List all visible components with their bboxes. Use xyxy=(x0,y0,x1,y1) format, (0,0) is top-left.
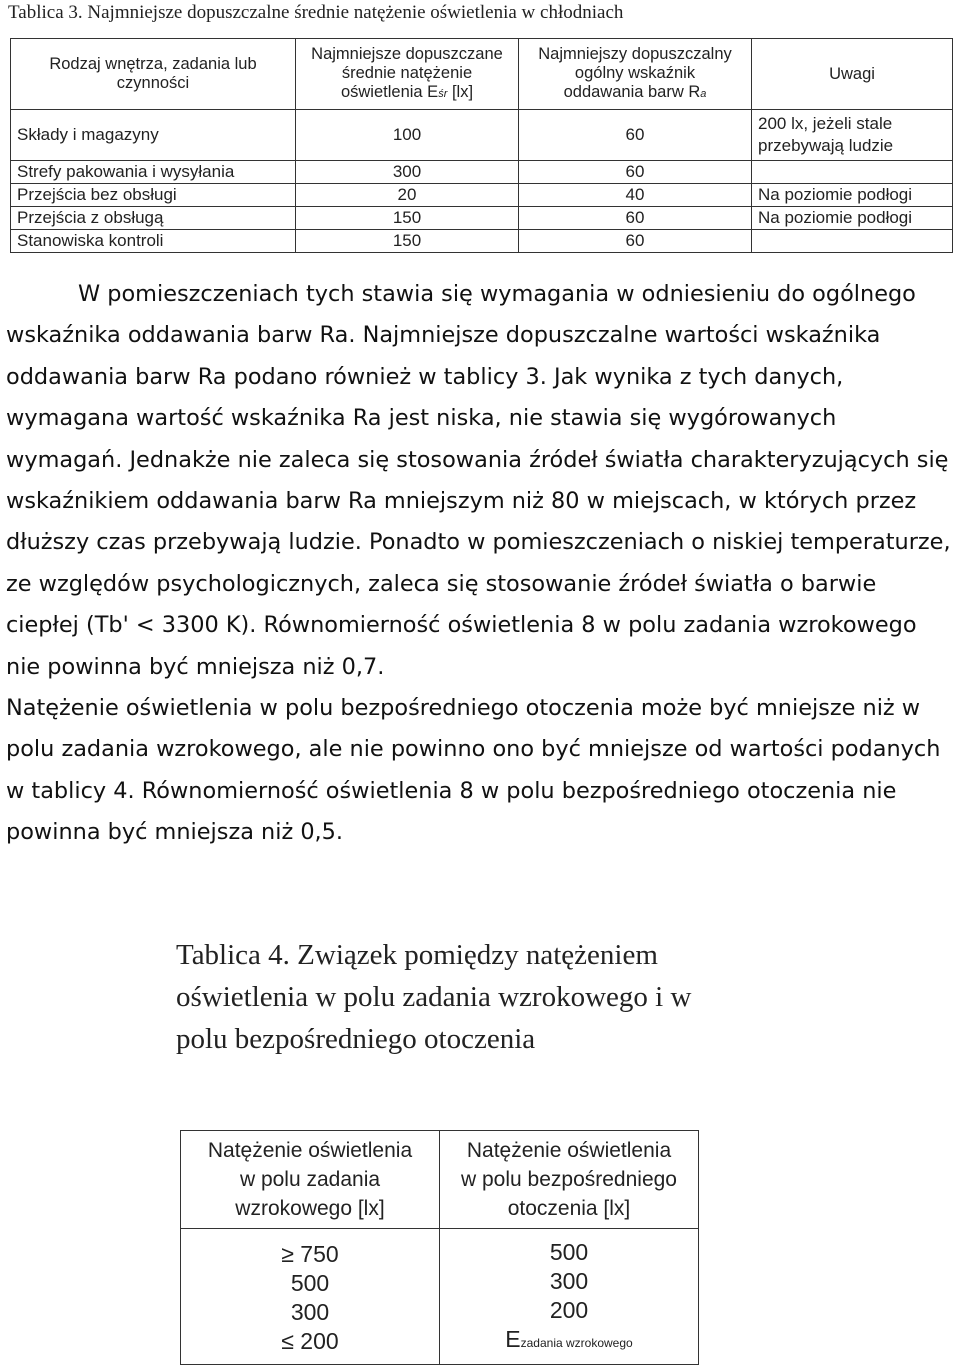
table3-caption: Tablica 3. Najmniejsze dopuszczalne średnie natężenie oświetlenia w chłodniach xyxy=(8,2,624,23)
table4-header-task: Natężenie oświetlenia w polu zadania wzrokowego [lx] xyxy=(181,1131,440,1229)
table-row xyxy=(11,207,953,230)
table-row xyxy=(11,161,953,184)
row-ra: 60 xyxy=(519,161,752,184)
row-illuminance: 20 xyxy=(296,184,519,207)
row-name: Przejścia bez obsługi xyxy=(11,184,296,207)
table-row xyxy=(11,110,953,161)
table-row xyxy=(11,230,953,253)
row-notes xyxy=(752,230,953,253)
table3-header-illuminance: Najmniejsze dopuszczane średnie natężenie oświetlenia Eśr [lx] xyxy=(296,39,519,110)
table3-header-type: Rodzaj wnętrza, zadania lub czynności xyxy=(11,39,296,110)
value: 500 xyxy=(549,1239,589,1265)
table4-task-values xyxy=(181,1229,440,1365)
row-notes: Na poziomie podłogi xyxy=(752,184,953,207)
value: 300 xyxy=(549,1268,589,1294)
value: 500 xyxy=(290,1270,330,1296)
table4-header-surrounding: Natężenie oświetlenia w polu bezpośredniego otoczenia [lx] xyxy=(440,1131,699,1229)
row-notes: 200 lx, jeżeli stale przebywają ludzie xyxy=(752,110,953,161)
value: ≥ 750 xyxy=(281,1241,339,1267)
row-illuminance: 100 xyxy=(296,110,519,161)
row-illuminance: 150 xyxy=(296,207,519,230)
table3-header-row xyxy=(11,39,953,110)
value: 300 xyxy=(290,1299,330,1325)
row-name: Składy i magazyny xyxy=(11,110,296,161)
row-name: Strefy pakowania i wysyłania xyxy=(11,161,296,184)
row-ra: 60 xyxy=(519,230,752,253)
value-e-subscript: zadania wzrokowego xyxy=(520,1336,633,1350)
paragraph: W pomieszczeniach tych stawia się wymagania w odniesieniu do ogólnego wskaźnika oddawania barw Ra. Najmniejsze dopuszczalne wartości wskaźnika oddawania barw Ra podano również w tablicy 3. Jak wynika z tych danych, wymagana wartość wskaźnika Ra jest niska, nie stawia się wygórowanych wymagań. Jednakże nie zaleca się stosowania źródeł światła charakteryzujących się wskaźnikiem oddawania barw Ra mniejszym niż 80 w miejscach, w których przez dłuższy czas przebywają ludzie. Ponadto w pomieszczeniach o niskiej temperaturze, ze względów psychologicznych, zaleca się stosowanie źródeł światła o barwie ciepłej (Tb' < 3300 K). Równomierność oświetlenia 8 w polu zadania wzrokowego nie powinna być mniejsza niż 0,7. xyxy=(6,281,951,680)
row-illuminance: 150 xyxy=(296,230,519,253)
table4-values-row xyxy=(181,1229,699,1365)
table4-caption: Tablica 4. Związek pomiędzy natężeniem oświetlenia w polu zadania wzrokowego i w polu bezpośredniego otoczenia xyxy=(176,939,692,1055)
body-text xyxy=(6,274,956,854)
table4 xyxy=(180,1130,699,1365)
table3-header-ra: Najmniejszy dopuszczalny ogólny wskaźnik oddawania barw Ra xyxy=(519,39,752,110)
table3 xyxy=(10,38,953,253)
table4-header-row xyxy=(181,1131,699,1229)
table-row xyxy=(11,184,953,207)
value: 200 xyxy=(549,1297,589,1323)
value: ≤ 200 xyxy=(281,1328,339,1354)
row-ra: 60 xyxy=(519,207,752,230)
row-ra: 60 xyxy=(519,110,752,161)
row-illuminance: 300 xyxy=(296,161,519,184)
row-notes: Na poziomie podłogi xyxy=(752,207,953,230)
row-name: Przejścia z obsługą xyxy=(11,207,296,230)
row-ra: 40 xyxy=(519,184,752,207)
paragraph: Natężenie oświetlenia w polu bezpośredniego otoczenia może być mniejsze niż w polu zadania wzrokowego, ale nie powinno ono być mniejsze od wartości podanych w tablicy 4. Równomierność oświetlenia 8 w polu bezpośredniego otoczenia nie powinna być mniejsza niż 0,5. xyxy=(6,695,941,846)
table3-header-notes: Uwagi xyxy=(752,39,953,110)
table4-surrounding-values xyxy=(440,1229,699,1365)
value-e-symbol: E xyxy=(505,1326,521,1352)
row-notes xyxy=(752,161,953,184)
row-name: Stanowiska kontroli xyxy=(11,230,296,253)
